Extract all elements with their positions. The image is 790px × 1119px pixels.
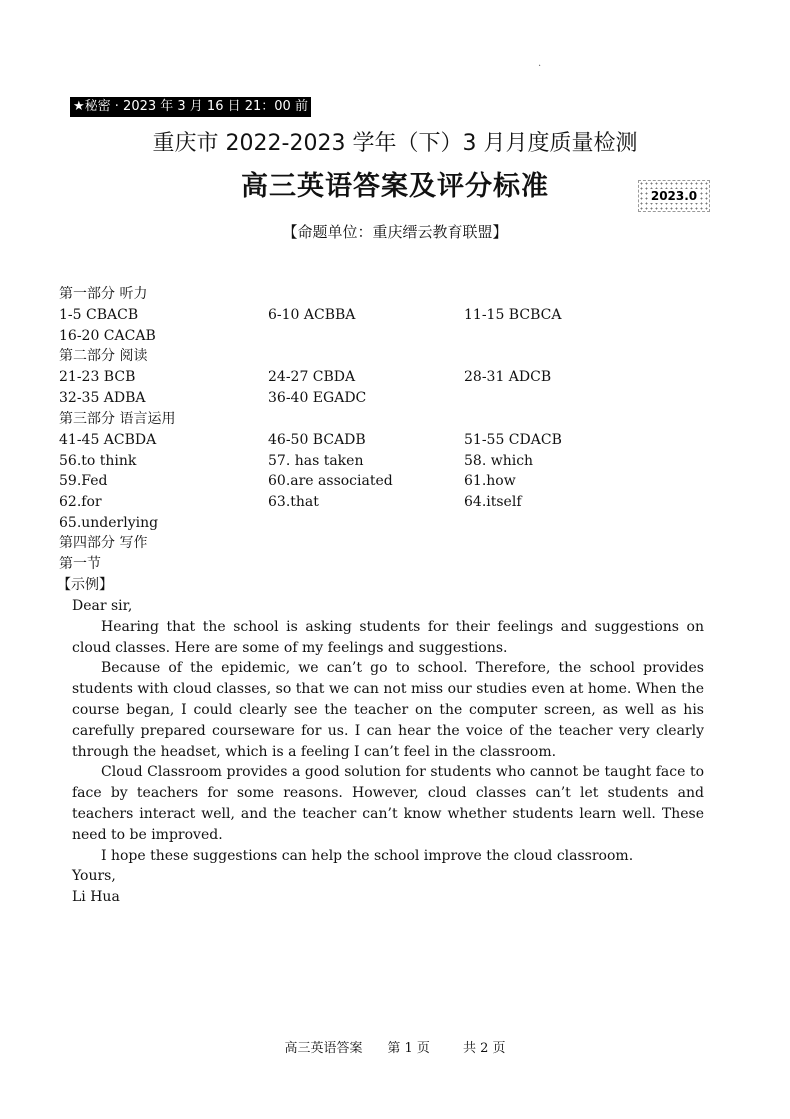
answer-cell: 46-50 BCADB	[268, 432, 366, 448]
issuing-unit: 【命题单位：重庆缙云教育联盟】	[282, 223, 508, 241]
answer-cell: 57. has taken	[268, 453, 364, 469]
confidential-label: ★秘密 · 2023 年 3 月 16 日 21：00 前	[70, 97, 311, 117]
letter-paragraph: Cloud Classroom provides a good solution for students who cannot be taught face to face by teachers for some reasons. However, cloud classes can’t let students and teachers interact well, and the teacher can’t know whether students learn well. These need to be improved.	[72, 764, 704, 843]
date-stamp-text: 2023.0	[650, 189, 698, 203]
page-footer	[0, 1037, 790, 1056]
answer-cell: 28-31 ADCB	[464, 369, 552, 385]
sample-letter	[72, 596, 704, 908]
answer-cell: 51-55 CDACB	[464, 432, 562, 448]
footer-page-number: 第 1 页	[387, 1041, 430, 1056]
answer-cell: 21-23 BCB	[59, 369, 136, 385]
answer-cell: 64.itself	[464, 494, 522, 510]
answer-cell: 58. which	[464, 453, 534, 469]
letter-greeting: Dear sir,	[72, 598, 133, 614]
answer-cell: 60.are associated	[268, 473, 393, 489]
corner-mark: .	[538, 58, 542, 69]
answer-cell: 59.Fed	[59, 473, 108, 489]
letter-paragraph: Because of the epidemic, we can’t go to school. Therefore, the school provides students with cloud classes, so that we can not miss our studies even at home. When the course began, I could clearly see the teacher on the computer screen, as well as his carefully prepared courseware for us. I can hear the voice of the teacher very clearly through the headset, which is a feeling I can’t feel in the classroom.	[72, 660, 704, 760]
answer-cell: 56.to think	[59, 453, 137, 469]
answer-cell: 41-45 ACBDA	[59, 432, 157, 448]
letter-paragraph: Hearing that the school is asking students for their feelings and suggestions on cloud classes. Here are some of my feelings and suggestions.	[72, 618, 704, 656]
footer-total-pages: 共 2 页	[462, 1041, 506, 1056]
answer-cell: 62.for	[59, 494, 102, 510]
letter-signature: Li Hua	[72, 889, 120, 906]
answer-cell: 63.that	[268, 494, 319, 510]
answer-cell: 11-15 BCBCA	[464, 307, 562, 323]
answer-cell: 16-20 CACAB	[59, 328, 156, 344]
date-stamp	[638, 180, 710, 212]
answer-cell: 6-10 ACBBA	[268, 307, 356, 323]
answer-cell: 1-5 CBACB	[59, 307, 139, 323]
footer-doc-name: 高三英语答案	[284, 1041, 363, 1056]
exam-title: 重庆市 2022-2023 学年（下）3 月月度质量检测	[152, 131, 638, 156]
document-title: 高三英语答案及评分标准	[241, 171, 549, 202]
answer-cell: 36-40 EGADC	[268, 390, 367, 406]
letter-closing: Yours,	[72, 868, 116, 885]
answer-cell: 61.how	[464, 473, 516, 489]
letter-paragraph: I hope these suggestions can help the school improve the cloud classroom.	[101, 847, 634, 864]
answer-cell: 65.underlying	[59, 515, 159, 531]
answer-cell: 24-27 CBDA	[268, 369, 356, 385]
answer-cell: 32-35 ADBA	[59, 390, 146, 406]
